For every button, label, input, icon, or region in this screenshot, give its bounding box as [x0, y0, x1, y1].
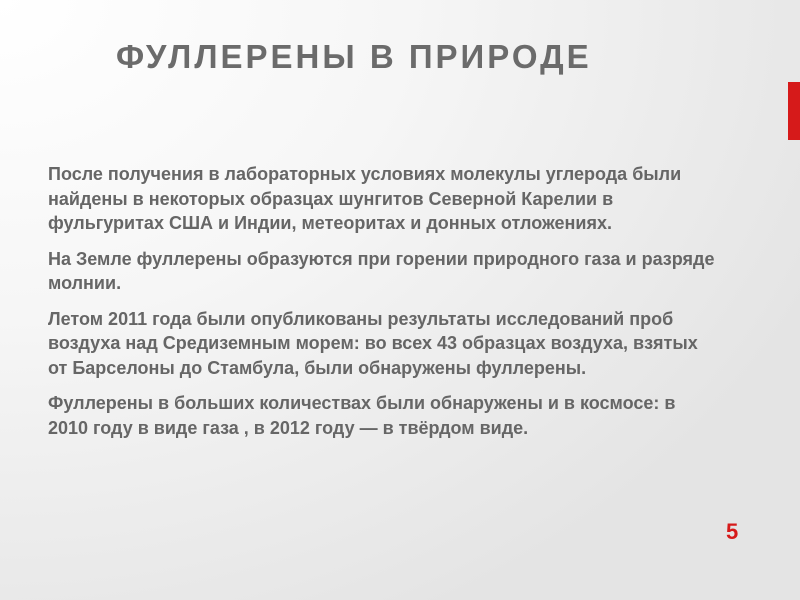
slide-title: ФУЛЛЕРЕНЫ В ПРИРОДЕ [116, 38, 592, 75]
paragraph-3: Летом 2011 года были опубликованы результаты исследований проб воздуха над Средиземным морем: во всех 43 образцах воздуха, взятых от Барселоны до Стамбула, были обнаружены фуллерены. [48, 308, 698, 378]
page-number: 5 [726, 519, 739, 544]
slide-body [48, 162, 718, 451]
accent-bar [788, 82, 800, 140]
paragraph-1: После получения в лабораторных условиях молекулы углерода были найдены в некоторых образцах шунгитов Северной Карелии в фульгуритах США и Индии, метеоритах и донных отложениях. [48, 164, 682, 233]
paragraph-4: Фуллерены в больших количествах были обнаружены и в космосе: в 2010 году в виде газа , в 2012 году — в твёрдом виде. [48, 393, 676, 438]
paragraph-2: На Земле фуллерены образуются при горении природного газа и разряде молнии. [48, 248, 715, 293]
